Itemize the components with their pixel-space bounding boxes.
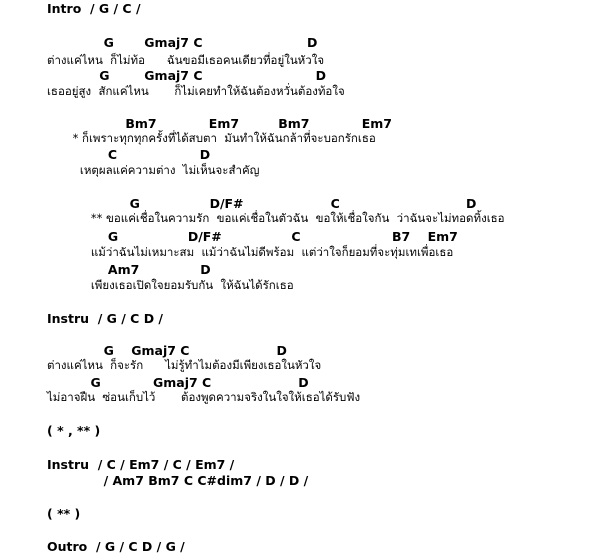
chord-line: G Gmaj7 C D xyxy=(47,375,309,390)
section-header: Outro / G / C D / G / xyxy=(47,539,185,554)
lyric-line: เธออยู่สูง สักแค่ไหน ก็ไม่เคยทำให้ฉันต้องหวั่นต้องท้อใจ xyxy=(47,84,345,98)
lyric-line: เพียงเธอเปิดใจยอมรับกัน ให้ฉันได้รักเธอ xyxy=(47,278,294,292)
section-header: ( * , ** ) xyxy=(47,423,101,438)
chord-line: Bm7 Em7 Bm7 Em7 xyxy=(47,116,392,131)
section-header: Instru / C / Em7 / C / Em7 / xyxy=(47,457,235,472)
lyric-line: ** ขอแค่เชื่อในความรัก ขอแค่เชื่อในตัวฉัน ขอให้เชื่อใจกัน ว่าฉันจะไม่ทอดทิ้งเธอ xyxy=(47,211,505,225)
chord-line: G D/F# C D xyxy=(47,196,477,211)
chord-line: G Gmaj7 C D xyxy=(47,35,318,50)
chord-line: C D xyxy=(47,147,211,162)
lyric-line: เหตุผลแค่ความต่าง ไม่เห็นจะสำคัญ xyxy=(47,163,260,177)
chord-line: G Gmaj7 C D xyxy=(47,68,327,83)
lyric-line: ไม่อาจฝืน ซ่อนเก็บไว้ ต้องพูดความจริงในใจให้เธอได้รับฟัง xyxy=(47,390,361,404)
section-header: ( ** ) xyxy=(47,506,81,521)
section-header: / Am7 Bm7 C C#dim7 / D / D / xyxy=(47,473,309,488)
lyric-line: ต่างแค่ไหน ก็ไม่ท้อ ฉันขอมีเธอคนเดียวที่อยู่ในหัวใจ xyxy=(47,53,325,67)
lyric-line: * ก็เพราะทุกทุกครั้งที่ได้สบตา มันทำให้ฉันกล้าที่จะบอกรักเธอ xyxy=(47,131,376,145)
section-header: Instru / G / C D / xyxy=(47,311,163,326)
chord-line: Am7 D xyxy=(47,262,211,277)
section-header: Intro / G / C / xyxy=(47,1,141,16)
lyric-line: แม้ว่าฉันไม่เหมาะสม แม้ว่าฉันไม่ดีพร้อม แต่ว่าใจก็ยอมที่จะทุ่มเทเพื่อเธอ xyxy=(47,245,454,259)
chord-line: G Gmaj7 C D xyxy=(47,343,287,358)
lyric-line: ต่างแค่ไหน ก็จะรัก ไม่รู้ทำไมต้องมีเพียงเธอในหัวใจ xyxy=(47,358,322,372)
chord-line: G D/F# C B7 Em7 xyxy=(47,229,458,244)
